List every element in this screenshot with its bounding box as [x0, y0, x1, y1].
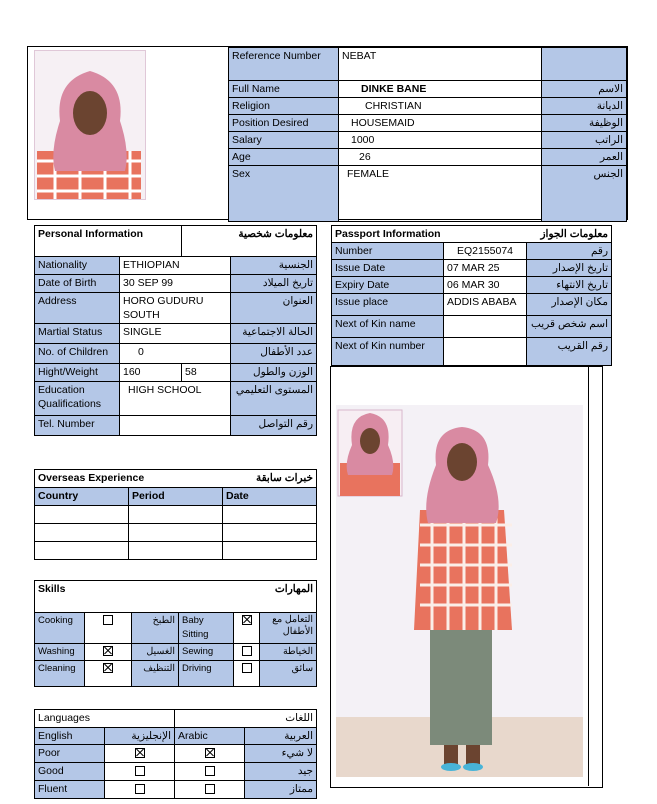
skill-washing-checkbox[interactable]: [103, 646, 113, 656]
overseas-title: Overseas Experience: [35, 470, 223, 488]
children-value: 0: [120, 344, 231, 364]
skill-babysitting-label: Baby Sitting: [179, 613, 234, 644]
lang-english-ar: الإنجليزية: [105, 728, 175, 745]
personal-info-table: [34, 225, 317, 436]
skills-table: [34, 580, 317, 687]
weight-value: 58: [182, 364, 231, 382]
english-fluent-checkbox[interactable]: [135, 784, 145, 794]
tel-value: [120, 416, 231, 436]
lang-good-label: Good: [35, 763, 105, 781]
skill-sewing-ar: الخياطة: [260, 644, 317, 661]
lang-arabic-ar: العربية: [245, 728, 317, 745]
issue-place-ar: مكان الإصدار: [527, 294, 612, 316]
marital-ar: الحالة الاجتماعية: [231, 324, 317, 344]
kin-number-label: Next of Kin number: [332, 338, 444, 366]
skill-babysitting-ar: التعامل مع الأطفال: [260, 613, 317, 644]
age-ar: العمر: [542, 149, 627, 166]
dob-ar: تاريخ الميلاد: [231, 275, 317, 293]
age-value: 26: [339, 149, 542, 166]
overseas-title-ar: خبرات سابقة: [223, 470, 317, 488]
education-ar: المستوى التعليمي: [231, 382, 317, 416]
skill-washing-label: Washing: [35, 644, 85, 661]
salary-label: Salary: [229, 132, 339, 149]
full-body-photo: [336, 405, 583, 777]
languages-table: [34, 709, 317, 799]
religion-label: Religion: [229, 98, 339, 115]
skill-babysitting-checkbox[interactable]: [242, 615, 252, 625]
education-value: HIGH SCHOOL: [120, 382, 231, 416]
dob-label: Date of Birth: [35, 275, 120, 293]
skill-cooking-checkbox[interactable]: [103, 615, 113, 625]
overseas-col-date: Date: [223, 488, 317, 506]
issue-date-value: 07 MAR 25: [444, 260, 527, 277]
expiry-date-label: Expiry Date: [332, 277, 444, 294]
languages-title: Languages: [35, 710, 175, 728]
nationality-value: ETHIOPIAN: [120, 257, 231, 275]
arabic-good-checkbox[interactable]: [205, 766, 215, 776]
height-value: 160: [120, 364, 182, 382]
fullname-label: Full Name: [229, 81, 339, 98]
sex-value: FEMALE: [339, 166, 542, 222]
salary-value: 1000: [339, 132, 542, 149]
languages-title-ar: اللغات: [175, 710, 317, 728]
salary-ar: الراتب: [542, 132, 627, 149]
tel-label: Tel. Number: [35, 416, 120, 436]
skill-cooking-ar: الطبخ: [132, 613, 179, 644]
overseas-col-period: Period: [129, 488, 223, 506]
skill-driving-label: Driving: [179, 661, 234, 687]
sex-ar: الجنس: [542, 166, 627, 222]
skill-sewing-checkbox[interactable]: [242, 646, 252, 656]
children-label: No. of Children: [35, 344, 120, 364]
skills-title: Skills: [35, 581, 179, 613]
kin-name-label: Next of Kin name: [332, 316, 444, 338]
skill-cleaning-checkbox[interactable]: [103, 663, 113, 673]
lang-good-ar: جيد: [245, 763, 317, 781]
arabic-fluent-checkbox[interactable]: [205, 784, 215, 794]
height-weight-label: Hight/Weight: [35, 364, 120, 382]
personal-title-ar: معلومات شخصية: [182, 226, 317, 257]
address-ar: العنوان: [231, 293, 317, 324]
overseas-col-country: Country: [35, 488, 129, 506]
table-row: [35, 542, 317, 560]
personal-title: Personal Information: [35, 226, 182, 257]
skill-cleaning-ar: التنظيف: [132, 661, 179, 687]
marital-label: Martial Status: [35, 324, 120, 344]
passport-number-label: Number: [332, 243, 444, 260]
position-label: Position Desired: [229, 115, 339, 132]
arabic-poor-checkbox[interactable]: [205, 748, 215, 758]
issue-place-label: Issue place: [332, 294, 444, 316]
skill-sewing-label: Sewing: [179, 644, 234, 661]
passport-title: Passport Information: [332, 226, 527, 243]
passport-number-value: EQ2155074: [444, 243, 527, 260]
header-table: [228, 47, 627, 222]
overseas-table: [34, 469, 317, 560]
lang-fluent-ar: ممتاز: [245, 781, 317, 799]
lang-english-label: English: [35, 728, 105, 745]
skill-cooking-label: Cooking: [35, 613, 85, 644]
english-good-checkbox[interactable]: [135, 766, 145, 776]
nationality-label: Nationality: [35, 257, 120, 275]
age-label: Age: [229, 149, 339, 166]
table-row: [35, 506, 317, 524]
lang-fluent-label: Fluent: [35, 781, 105, 799]
expiry-date-value: 06 MAR 30: [444, 277, 527, 294]
lang-poor-label: Poor: [35, 745, 105, 763]
tel-ar: رقم التواصل: [231, 416, 317, 436]
headshot-photo: [34, 50, 146, 200]
kin-name-value: [444, 316, 527, 338]
address-label: Address: [35, 293, 120, 324]
address-value: HORO GUDURU SOUTH: [120, 293, 231, 324]
expiry-date-ar: تاريخ الانتهاء: [527, 277, 612, 294]
passport-title-ar: معلومات الجواز: [527, 226, 612, 243]
kin-name-ar: اسم شخص قريب: [527, 316, 612, 338]
issue-date-label: Issue Date: [332, 260, 444, 277]
lang-arabic-label: Arabic: [175, 728, 245, 745]
religion-value: CHRISTIAN: [339, 98, 542, 115]
dob-value: 30 SEP 99: [120, 275, 231, 293]
skill-washing-ar: الغسيل: [132, 644, 179, 661]
issue-place-value: ADDIS ABABA: [444, 294, 527, 316]
skill-driving-checkbox[interactable]: [242, 663, 252, 673]
english-poor-checkbox[interactable]: [135, 748, 145, 758]
fullname-value: DINKE BANE: [339, 81, 542, 98]
skill-driving-ar: سائق: [260, 661, 317, 687]
table-row: [35, 524, 317, 542]
kin-number-ar: رقم القريب: [527, 338, 612, 366]
children-ar: عدد الأطفال: [231, 344, 317, 364]
fullname-ar: الاسم: [542, 81, 627, 98]
nationality-ar: الجنسية: [231, 257, 317, 275]
marital-value: SINGLE: [120, 324, 231, 344]
reference-label: Reference Number: [229, 48, 339, 81]
passport-number-ar: رقم: [527, 243, 612, 260]
lang-poor-ar: لا شيء: [245, 745, 317, 763]
reference-value: NEBAT: [339, 48, 542, 81]
education-label: Education Qualifications: [35, 382, 120, 416]
skills-title-ar: المهارات: [179, 581, 317, 613]
passport-table: [331, 225, 612, 366]
position-value: HOUSEMAID: [339, 115, 542, 132]
height-weight-ar: الوزن والطول: [231, 364, 317, 382]
position-ar: الوظيفة: [542, 115, 627, 132]
skill-cleaning-label: Cleaning: [35, 661, 85, 687]
religion-ar: الديانة: [542, 98, 627, 115]
kin-number-value: [444, 338, 527, 366]
sex-label: Sex: [229, 166, 339, 222]
issue-date-ar: تاريخ الإصدار: [527, 260, 612, 277]
